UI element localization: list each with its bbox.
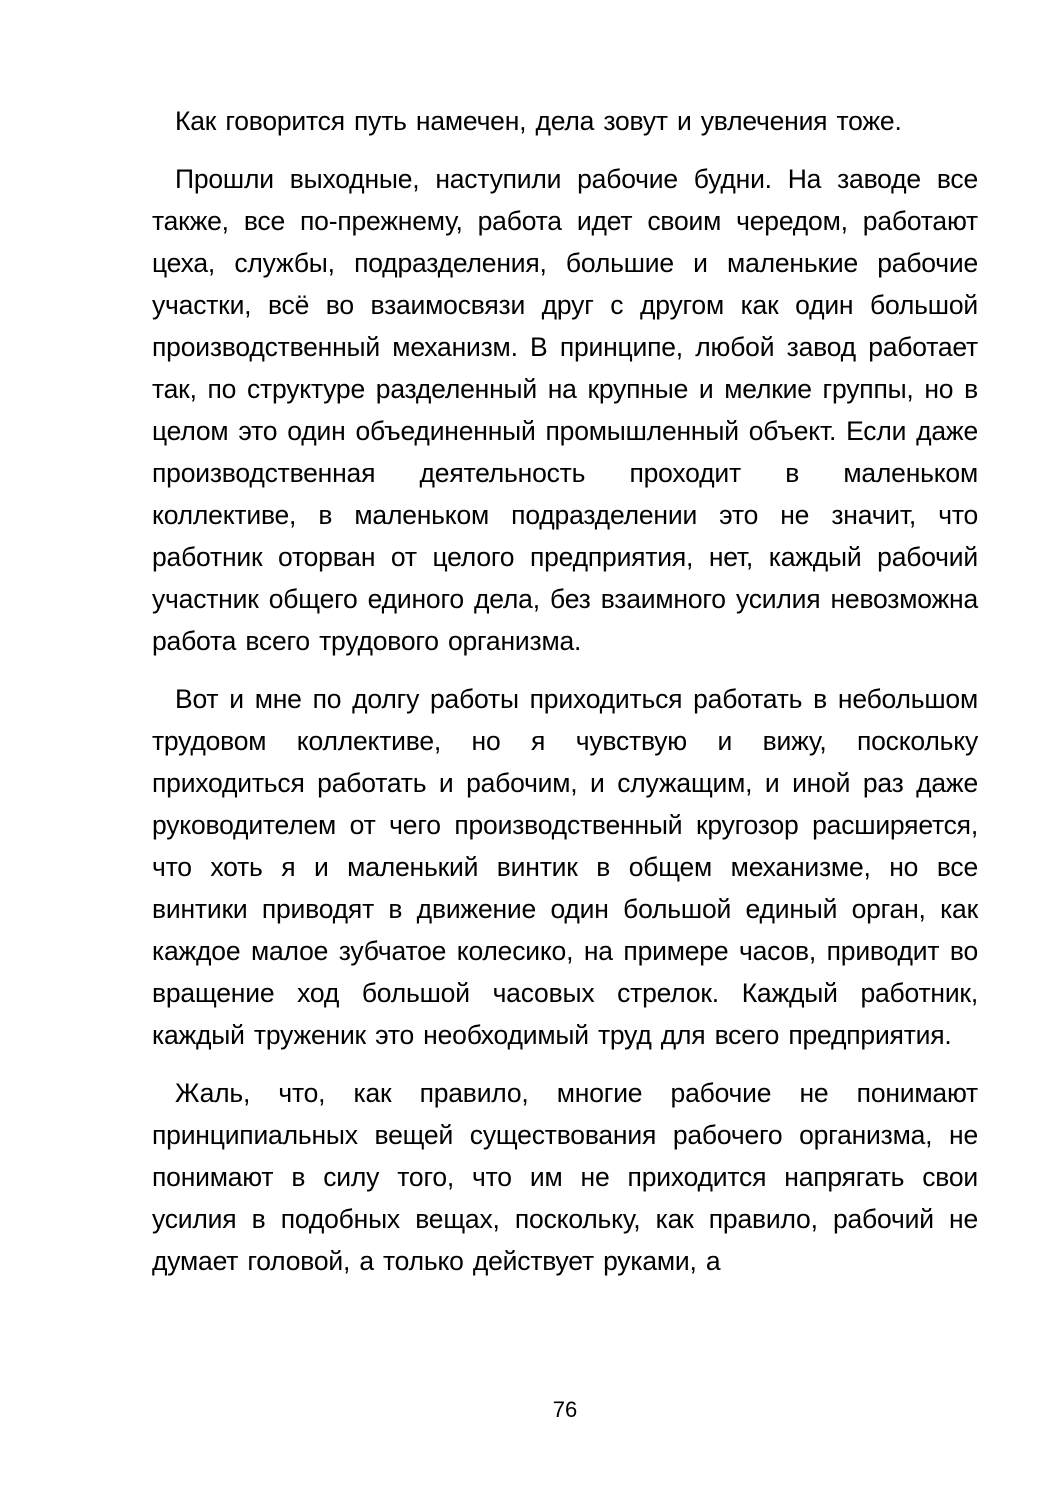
- page-body-text: [152, 100, 978, 1282]
- paragraph-4: Жаль, что, как правило, многие рабочие не понимают принципиальных вещей существования рабочего организма, не понимают в силу того, что им не приходится напрягать свои усилия в подобных вещах, поскольку, как правило, рабочий не думает головой, а только действует руками, а: [152, 1078, 978, 1276]
- page-number: 76: [552, 1397, 578, 1422]
- paragraph-2: Прошли выходные, наступили рабочие будни. На заводе все также, все по-прежнему, работа идет своим чередом, работают цеха, службы, подразделения, большие и маленькие рабочие участки, всё во взаимосвязи друг с другом как один большой производственный механизм. В принципе, любой завод работает так, по структуре разделенный на крупные и мелкие группы, но в целом это один объединенный промышленный объект. Если даже производственная деятельность проходит в маленьком коллективе, в маленьком подразделении это не значит, что работник оторван от целого предприятия, нет, каждый рабочий участник общего единого дела, без взаимного усилия невозможна работа всего трудового организма.: [152, 164, 978, 656]
- paragraph-3: Вот и мне по долгу работы приходиться работать в небольшом трудовом коллективе, но я чувствую и вижу, поскольку приходиться работать и рабочим, и служащим, и иной раз даже руководителем от чего производственный кругозор расширяется, что хоть я и маленький винтик в общем механизме, но все винтики приводят в движение один большой единый орган, как каждое малое зубчатое колесико, на примере часов, приводит во вращение ход большой часовых стрелок. Каждый работник, каждый труженик это необходимый труд для всего предприятия.: [152, 684, 978, 1050]
- paragraph-1: Как говорится путь намечен, дела зовут и увлечения тоже.: [175, 106, 902, 136]
